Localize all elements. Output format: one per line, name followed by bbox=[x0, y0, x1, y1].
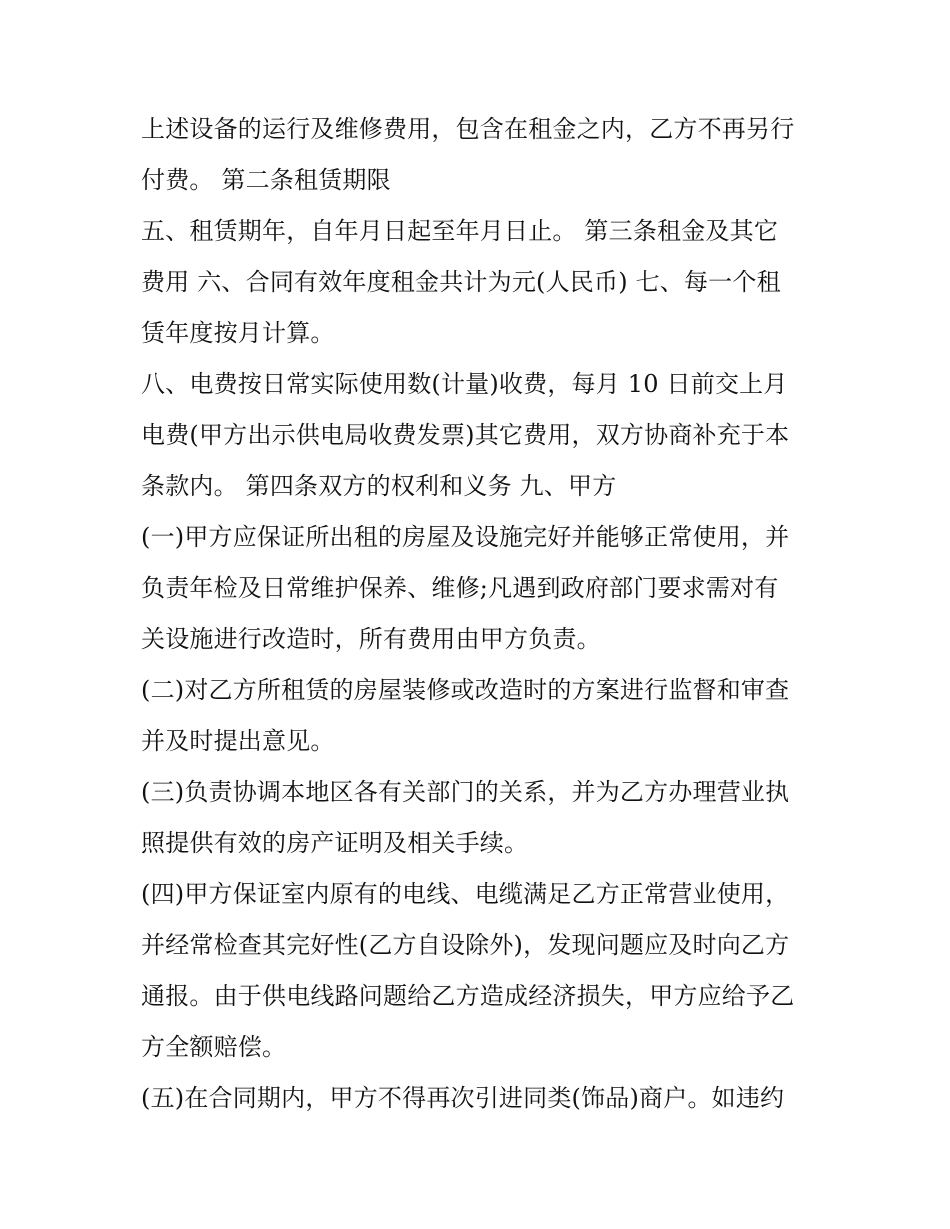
text-line-6: 八、电费按日常实际使用数(计量)收费，每月 10 日前交上月 bbox=[141, 370, 788, 398]
text-line-15: 照提供有效的房产证明及相关手续。 bbox=[141, 829, 529, 857]
text-line-10: 负责年检及日常维护保养、维修;凡遇到政府部门要求需对有 bbox=[141, 574, 779, 602]
text-line-8: 条款内。 第四条双方的权利和义务 九、甲方 bbox=[141, 472, 617, 500]
text-line-1: 上述设备的运行及维修费用，包含在租金之内，乙方不再另行 bbox=[141, 115, 795, 143]
text-line-7: 电费(甲方出示供电局收费发票)其它费用，双方协商补充于本 bbox=[141, 421, 790, 449]
text-line-2: 付费。 第二条租赁期限 bbox=[141, 166, 391, 194]
text-line-13: 并及时提出意见。 bbox=[141, 727, 335, 755]
text-line-5: 赁年度按月计算。 bbox=[141, 319, 335, 347]
text-line-14: (三)负责协调本地区各有关部门的关系，并为乙方办理营业执 bbox=[141, 778, 790, 806]
text-line-16: (四)甲方保证室内原有的电线、电缆满足乙方正常营业使用， bbox=[141, 880, 790, 908]
text-line-12: (二)对乙方所租赁的房屋装修或改造时的方案进行监督和审查 bbox=[141, 676, 790, 704]
text-line-11: 关设施进行改造时，所有费用由甲方负责。 bbox=[141, 625, 601, 653]
text-line-20: (五)在合同期内，甲方不得再次引进同类(饰品)商户。如违约 bbox=[141, 1084, 785, 1112]
text-line-19: 方全额赔偿。 bbox=[141, 1033, 287, 1061]
text-line-4: 费用 六、合同有效年度租金共计为元(人民币) 七、每一个租 bbox=[141, 268, 781, 296]
text-line-18: 通报。由于供电线路问题给乙方造成经济损失，甲方应给予乙 bbox=[141, 982, 795, 1010]
document-body-text bbox=[141, 104, 821, 1124]
text-line-3: 五、租赁期年，自年月日起至年月日止。 第三条租金及其它 bbox=[141, 217, 779, 245]
text-line-9: (一)甲方应保证所出租的房屋及设施完好并能够正常使用，并 bbox=[141, 523, 790, 551]
text-line-17: 并经常检查其完好性(乙方自设除外)，发现问题应及时向乙方 bbox=[141, 931, 790, 959]
